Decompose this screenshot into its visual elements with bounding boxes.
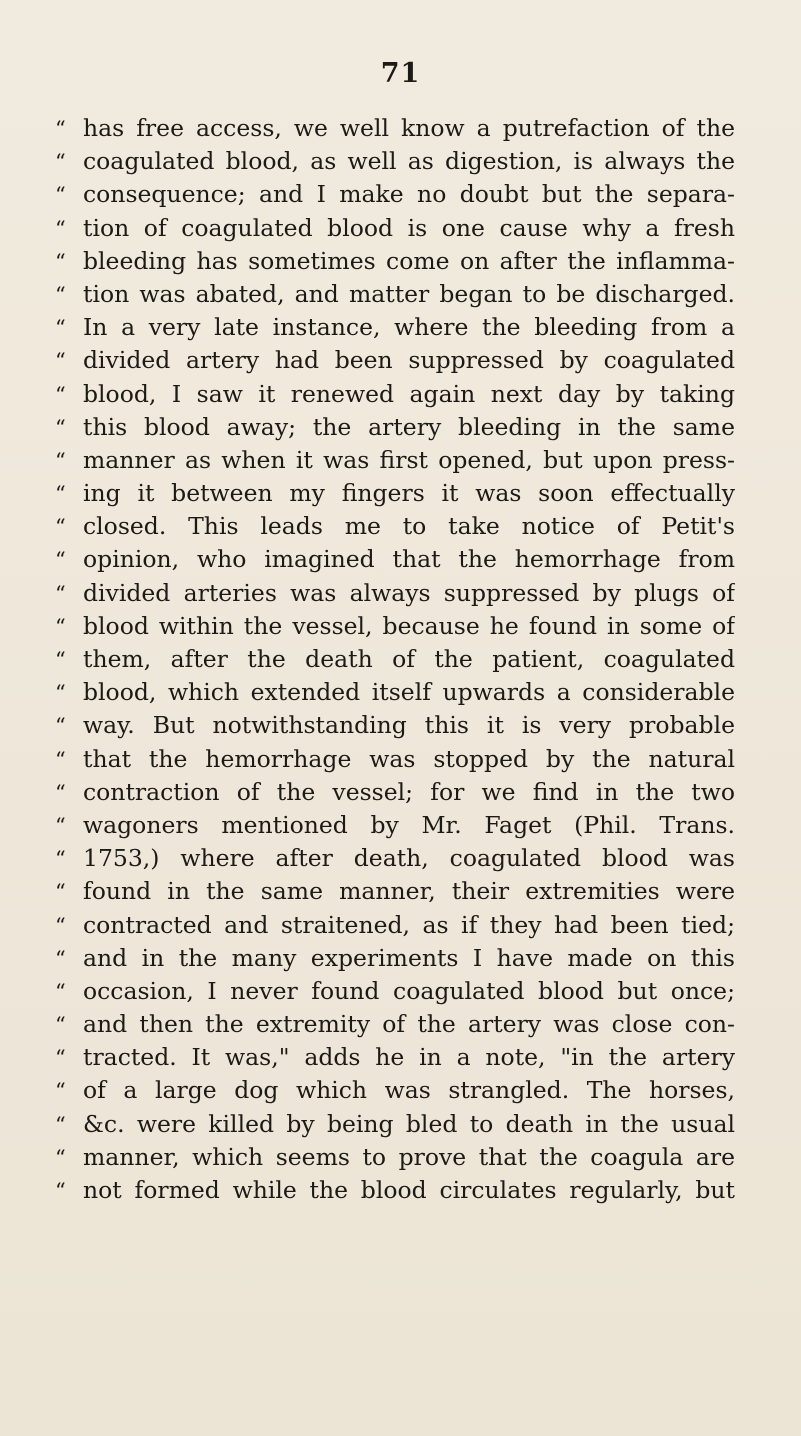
quotation-mark: “ [55,747,66,772]
line-text: wagoners mentioned by Mr. Faget (Phil. Trans. [83,810,735,839]
quotation-mark: “ [55,614,66,639]
text-line [55,942,735,975]
quotation-mark: “ [55,548,66,573]
text-line [55,411,735,444]
quotation-mark: “ [55,515,66,540]
text-line [55,1141,735,1174]
text-line [55,1108,735,1141]
quotation-mark: “ [55,880,66,905]
text-line [55,610,735,643]
quotation-mark: “ [55,813,66,838]
line-text: closed. This leads me to take notice of Petit's [83,512,735,541]
text-line [55,743,735,776]
line-text: blood, I saw it renewed again next day by taking [83,379,735,408]
quotation-mark: “ [55,714,66,739]
quotation-mark: “ [55,1179,66,1203]
quotation-mark: “ [55,681,66,706]
text-line [55,676,735,709]
text-line [55,1008,735,1041]
quotation-mark: “ [55,117,66,141]
text-line [55,444,735,477]
quotation-mark: “ [55,946,66,971]
quotation-mark: “ [55,216,66,241]
text-line [55,577,735,610]
text-line [55,245,735,278]
quotation-mark: “ [55,282,66,307]
text-line [55,909,735,942]
quotation-mark: “ [55,979,66,1004]
line-text: that the hemorrhage was stopped by the natural [83,744,735,773]
quotation-mark: “ [55,482,66,507]
line-text: &c. were killed by being bled to death in the usual [83,1109,735,1138]
text-line [55,510,735,543]
quotation-mark: “ [55,1079,66,1104]
text-line [55,875,735,908]
quotation-mark: “ [55,1112,66,1137]
text-line [55,344,735,377]
text-line [55,477,735,510]
line-text: divided arteries was always suppressed by plugs of [83,578,735,607]
quotation-mark: “ [55,1046,66,1071]
text-line [55,212,735,245]
quotation-mark: “ [55,1145,66,1170]
line-text: tion of coagulated blood is one cause why a fresh [83,213,735,242]
line-text: opinion, who imagined that the hemorrhage from [83,545,735,574]
quotation-mark: “ [55,913,66,938]
line-text: contracted and straitened, as if they had been tied; [83,910,735,939]
text-line [55,1074,735,1107]
text-line [55,543,735,576]
line-text: way. But notwithstanding this it is very probable [83,711,735,740]
text-line [55,1174,735,1207]
line-text: ing it between my fingers it was soon effectually [83,479,735,508]
quotation-mark: “ [55,581,66,606]
line-text: has free access, we well know a putrefaction of the [83,114,735,142]
line-text: 1753,) where after death, coagulated blood was [83,844,735,873]
quotation-mark: “ [55,183,66,208]
text-line [55,145,735,178]
quotation-mark: “ [55,847,66,872]
line-text: them, after the death of the patient, coagulated [83,645,735,673]
body-text [55,112,735,1207]
quotation-mark: “ [55,415,66,440]
line-text: tracted. It was," adds he in a note, "in the artery [83,1043,735,1072]
quotation-mark: “ [55,382,66,407]
line-text: found in the same manner, their extremities were [83,877,735,906]
line-text: manner, which seems to prove that the coagula are [83,1142,735,1171]
text-line [55,178,735,211]
line-text: divided artery had been suppressed by coagulated [83,346,735,375]
quotation-mark: “ [55,150,66,175]
page-number: 71 [380,58,421,89]
line-text: blood within the vessel, because he found in some of [83,611,735,640]
text-line [55,975,735,1008]
line-text: of a large dog which was strangled. The horses, [83,1076,735,1105]
text-line [55,378,735,411]
line-text: this blood away; the artery bleeding in the same [83,412,735,441]
line-text: and then the extremity of the artery was close con- [83,1010,735,1039]
quotation-mark: “ [55,316,66,341]
line-text: consequence; and I make no doubt but the separa- [83,180,735,209]
line-text: blood, which extended itself upwards a considerable [83,678,735,707]
text-line [55,809,735,842]
quotation-mark: “ [55,249,66,274]
line-text: In a very late instance, where the bleeding from a [83,313,735,342]
line-text: contraction of the vessel; for we find in the two [83,777,735,806]
text-line [55,776,735,809]
line-text: not formed while the blood circulates regularly, but [83,1176,735,1204]
quotation-mark: “ [55,448,66,473]
text-line [55,112,735,145]
text-line [55,1041,735,1074]
text-line [55,709,735,742]
quotation-mark: “ [55,648,66,672]
text-line [55,311,735,344]
quotation-mark: “ [55,780,66,805]
text-line [55,278,735,311]
quotation-mark: “ [55,349,66,374]
line-text: coagulated blood, as well as digestion, is always the [83,147,735,176]
line-text: and in the many experiments I have made on this [83,943,735,972]
line-text: occasion, I never found coagulated blood but once; [83,976,735,1005]
line-text: bleeding has sometimes come on after the inflamma- [83,246,735,275]
line-text: manner as when it was first opened, but upon press- [83,445,735,474]
text-line [55,643,735,676]
quotation-mark: “ [55,1013,66,1038]
text-line [55,842,735,875]
line-text: tion was abated, and matter began to be discharged. [83,279,735,308]
